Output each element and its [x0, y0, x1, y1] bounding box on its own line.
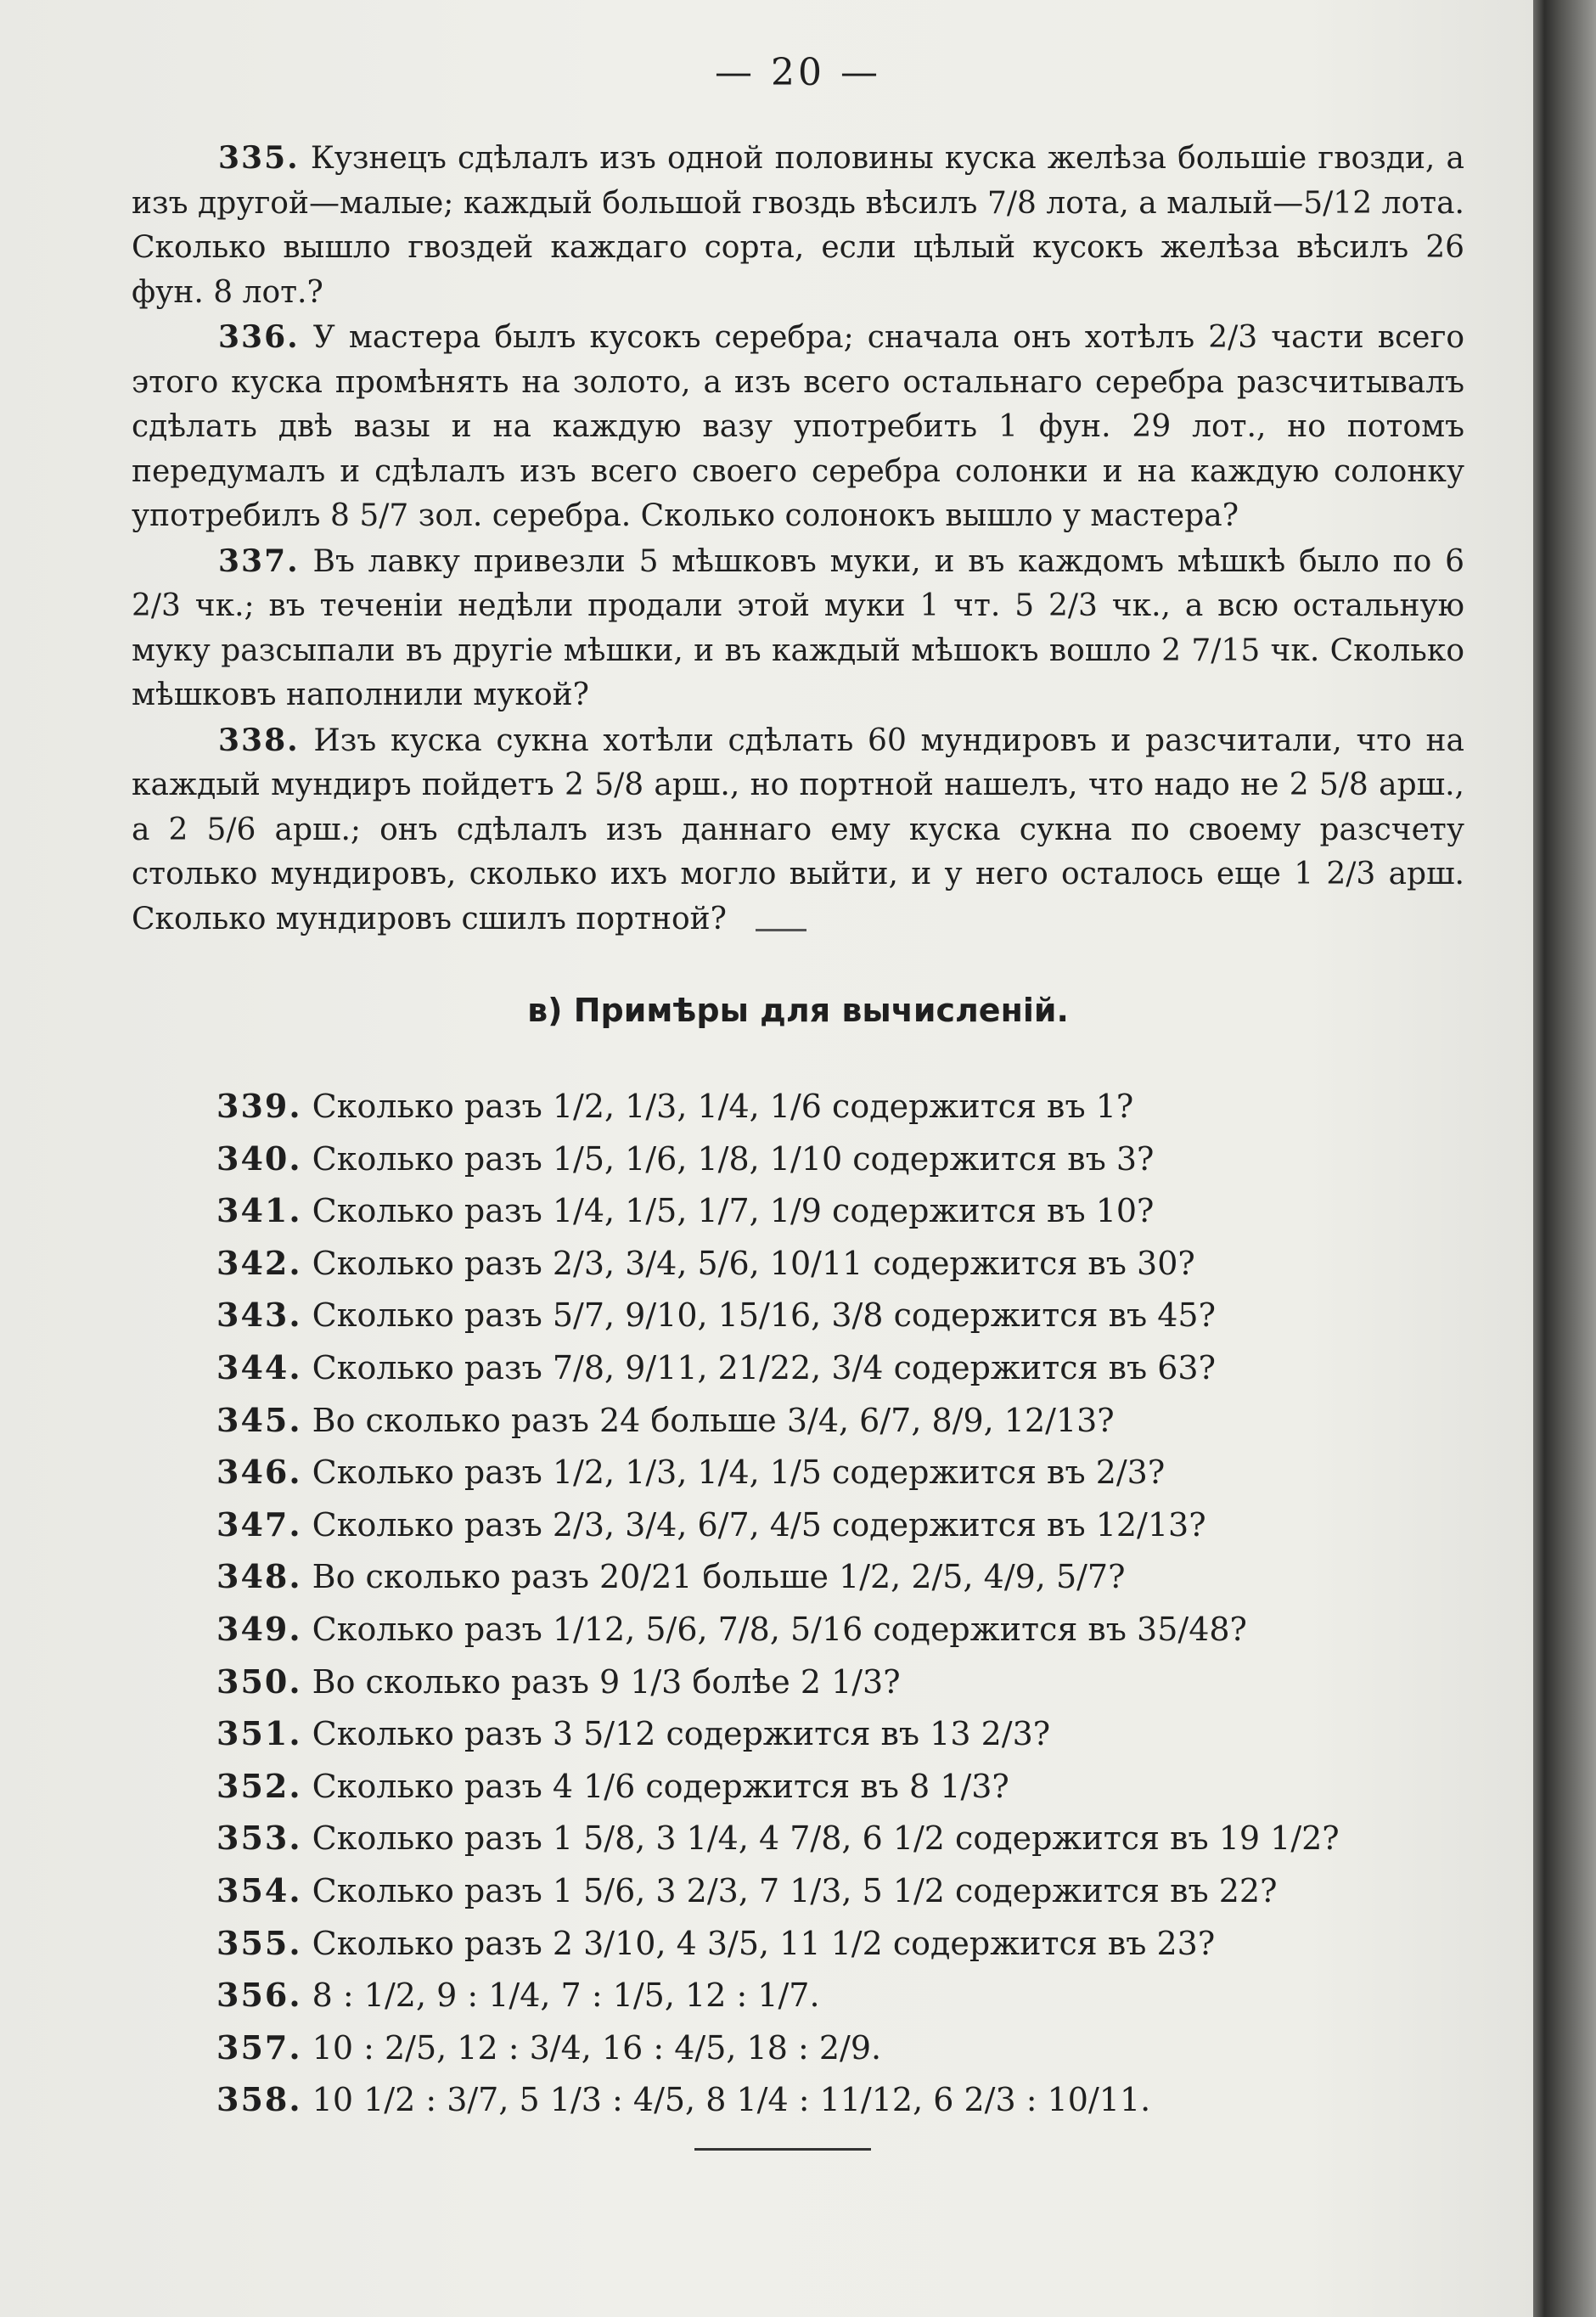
- example-350: [216, 1656, 1447, 1708]
- example-number: 347.: [216, 1504, 302, 1544]
- example-number: 341.: [216, 1191, 302, 1230]
- example-number: 353.: [216, 1819, 302, 1858]
- example-number: 355.: [216, 1923, 302, 1962]
- example-number: 345.: [216, 1400, 302, 1439]
- example-343: [216, 1289, 1447, 1341]
- example-355: [216, 1917, 1447, 1970]
- example-351: [216, 1707, 1447, 1760]
- example-342: [216, 1237, 1447, 1290]
- example-347: [216, 1499, 1447, 1551]
- example-339: [216, 1080, 1447, 1133]
- example-number: 351.: [216, 1714, 302, 1753]
- example-number: 343.: [216, 1296, 302, 1335]
- problem-337: [132, 539, 1464, 718]
- example-356: [216, 1969, 1447, 2022]
- example-text: Сколько разъ 3 5/12 содержится въ 13 2/3?: [312, 1715, 1051, 1753]
- example-341: [216, 1184, 1447, 1237]
- example-text: Во сколько разъ 9 1/3 болѣе 2 1/3?: [312, 1662, 901, 1701]
- problem-336: [132, 315, 1464, 539]
- page-edge-shadow: [1533, 0, 1596, 2317]
- page-number: — 20 —: [715, 51, 881, 94]
- example-number: 342.: [216, 1243, 302, 1282]
- problem-number: 338.: [218, 722, 300, 758]
- example-352: [216, 1760, 1447, 1813]
- example-text: Сколько разъ 1 5/8, 3 1/4, 4 7/8, 6 1/2 содержится въ 19 1/2?: [312, 1819, 1340, 1858]
- example-346: [216, 1446, 1447, 1499]
- problem-338: [132, 718, 1464, 942]
- example-number: 350.: [216, 1662, 302, 1701]
- calculation-examples: [216, 1080, 1447, 2126]
- problem-text: Кузнецъ сдѣлалъ изъ одной половины куска желѣза большіе гвозди, а изъ другой—малые; каждый большой гвоздь вѣсилъ 7/8 лота, а малый—5/12 лота. Сколько вышло гвоздей каждаго сорта, если цѣлый кусокъ желѣза вѣсилъ 26 фун. 8 лот.?: [132, 141, 1464, 310]
- example-text: Сколько разъ 5/7, 9/10, 15/16, 3/8 содержится въ 45?: [312, 1296, 1216, 1335]
- problem-number: 337.: [218, 543, 300, 579]
- example-number: 358.: [216, 2080, 302, 2119]
- example-number: 340.: [216, 1139, 302, 1178]
- example-number: 352.: [216, 1766, 302, 1805]
- example-number: 354.: [216, 1870, 302, 1909]
- problem-335: [132, 136, 1464, 315]
- section-divider: [756, 929, 806, 931]
- example-text: 10 1/2 : 3/7, 5 1/3 : 4/5, 8 1/4 : 11/12, 6 2/3 : 10/11.: [312, 2081, 1151, 2119]
- example-text: Сколько разъ 1/5, 1/6, 1/8, 1/10 содержится въ 3?: [312, 1139, 1155, 1178]
- example-text: 8 : 1/2, 9 : 1/4, 7 : 1/5, 12 : 1/7.: [312, 1977, 820, 2015]
- problem-number: 336.: [218, 319, 300, 355]
- example-text: Сколько разъ 1/2, 1/3, 1/4, 1/5 содержится въ 2/3?: [312, 1454, 1166, 1492]
- example-text: Сколько разъ 1/2, 1/3, 1/4, 1/6 содержится въ 1?: [312, 1088, 1134, 1125]
- example-text: Сколько разъ 2/3, 3/4, 6/7, 4/5 содержится въ 12/13?: [312, 1505, 1206, 1544]
- example-340: [216, 1133, 1447, 1185]
- example-text: Сколько разъ 2/3, 3/4, 5/6, 10/11 содержится въ 30?: [312, 1244, 1195, 1282]
- example-358: [216, 2073, 1447, 2126]
- example-344: [216, 1341, 1447, 1394]
- example-number: 356.: [216, 1976, 302, 2015]
- example-text: Сколько разъ 2 3/10, 4 3/5, 11 1/2 содержится въ 23?: [312, 1924, 1216, 1962]
- example-text: Сколько разъ 1 5/6, 3 2/3, 7 1/3, 5 1/2 содержится въ 22?: [312, 1871, 1278, 1909]
- problem-number: 335.: [218, 140, 300, 176]
- example-text: Сколько разъ 7/8, 9/11, 21/22, 3/4 содержится въ 63?: [312, 1348, 1216, 1386]
- example-354: [216, 1864, 1447, 1917]
- problem-text: Въ лавку привезли 5 мѣшковъ муки, и въ каждомъ мѣшкѣ было по 6 2/3 чк.; въ теченіи недѣли продали этой муки 1 чт. 5 2/3 чк., а всю остальную муку разсыпали въ другіе мѣшки, и въ каждый мѣшокъ вошло 2 7/15 чк. Сколько мѣшковъ наполнили мукой?: [132, 543, 1465, 712]
- example-number: 346.: [216, 1453, 302, 1492]
- example-text: Сколько разъ 1/12, 5/6, 7/8, 5/16 содержится въ 35/48?: [312, 1610, 1247, 1648]
- example-text: Сколько разъ 4 1/6 содержится въ 8 1/3?: [312, 1767, 1009, 1805]
- example-text: 10 : 2/5, 12 : 3/4, 16 : 4/5, 18 : 2/9.: [312, 2028, 882, 2067]
- example-348: [216, 1550, 1447, 1603]
- problem-text: У мастера былъ кусокъ серебра; сначала онъ хотѣлъ 2/3 части всего этого куска промѣнять на золото, а изъ всего остальнаго серебра разсчитывалъ сдѣлать двѣ вазы и на каждую вазу употребить 1 фун. 29 лот., но потомъ передумалъ и сдѣлалъ изъ всего своего серебра солонки и на каждую солонку употребилъ 8 5/7 зол. серебра. Сколько солонокъ вышло у мастера?: [132, 320, 1464, 533]
- section-heading: в) Примѣры для вычисленій.: [527, 992, 1069, 1029]
- example-number: 348.: [216, 1557, 302, 1596]
- example-357: [216, 2022, 1447, 2074]
- example-number: 344.: [216, 1347, 302, 1386]
- example-349: [216, 1603, 1447, 1656]
- example-number: 357.: [216, 2027, 302, 2067]
- problem-text: Изъ куска сукна хотѣли сдѣлать 60 мундировъ и разсчитали, что на каждый мундиръ пойдетъ 2 5/8 арш., но портной нашелъ, что надо не 2 5/8 арш., а 2 5/6 арш.; онъ сдѣлалъ изъ даннаго ему куска сукна по своему разсчету столько мундировъ, сколько ихъ могло выйти, и у него осталось еще 1 2/3 арш. Сколько мундировъ сшилъ портной?: [132, 723, 1464, 936]
- word-problems: [132, 136, 1464, 942]
- example-text: Сколько разъ 1/4, 1/5, 1/7, 1/9 содержится въ 10?: [312, 1192, 1155, 1230]
- example-number: 349.: [216, 1609, 302, 1648]
- example-353: [216, 1812, 1447, 1864]
- example-number: 339.: [216, 1087, 302, 1125]
- bottom-rule: [694, 2148, 871, 2151]
- example-text: Во сколько разъ 20/21 больше 1/2, 2/5, 4/9, 5/7?: [312, 1558, 1126, 1596]
- example-345: [216, 1394, 1447, 1447]
- example-text: Во сколько разъ 24 больше 3/4, 6/7, 8/9, 12/13?: [312, 1401, 1115, 1439]
